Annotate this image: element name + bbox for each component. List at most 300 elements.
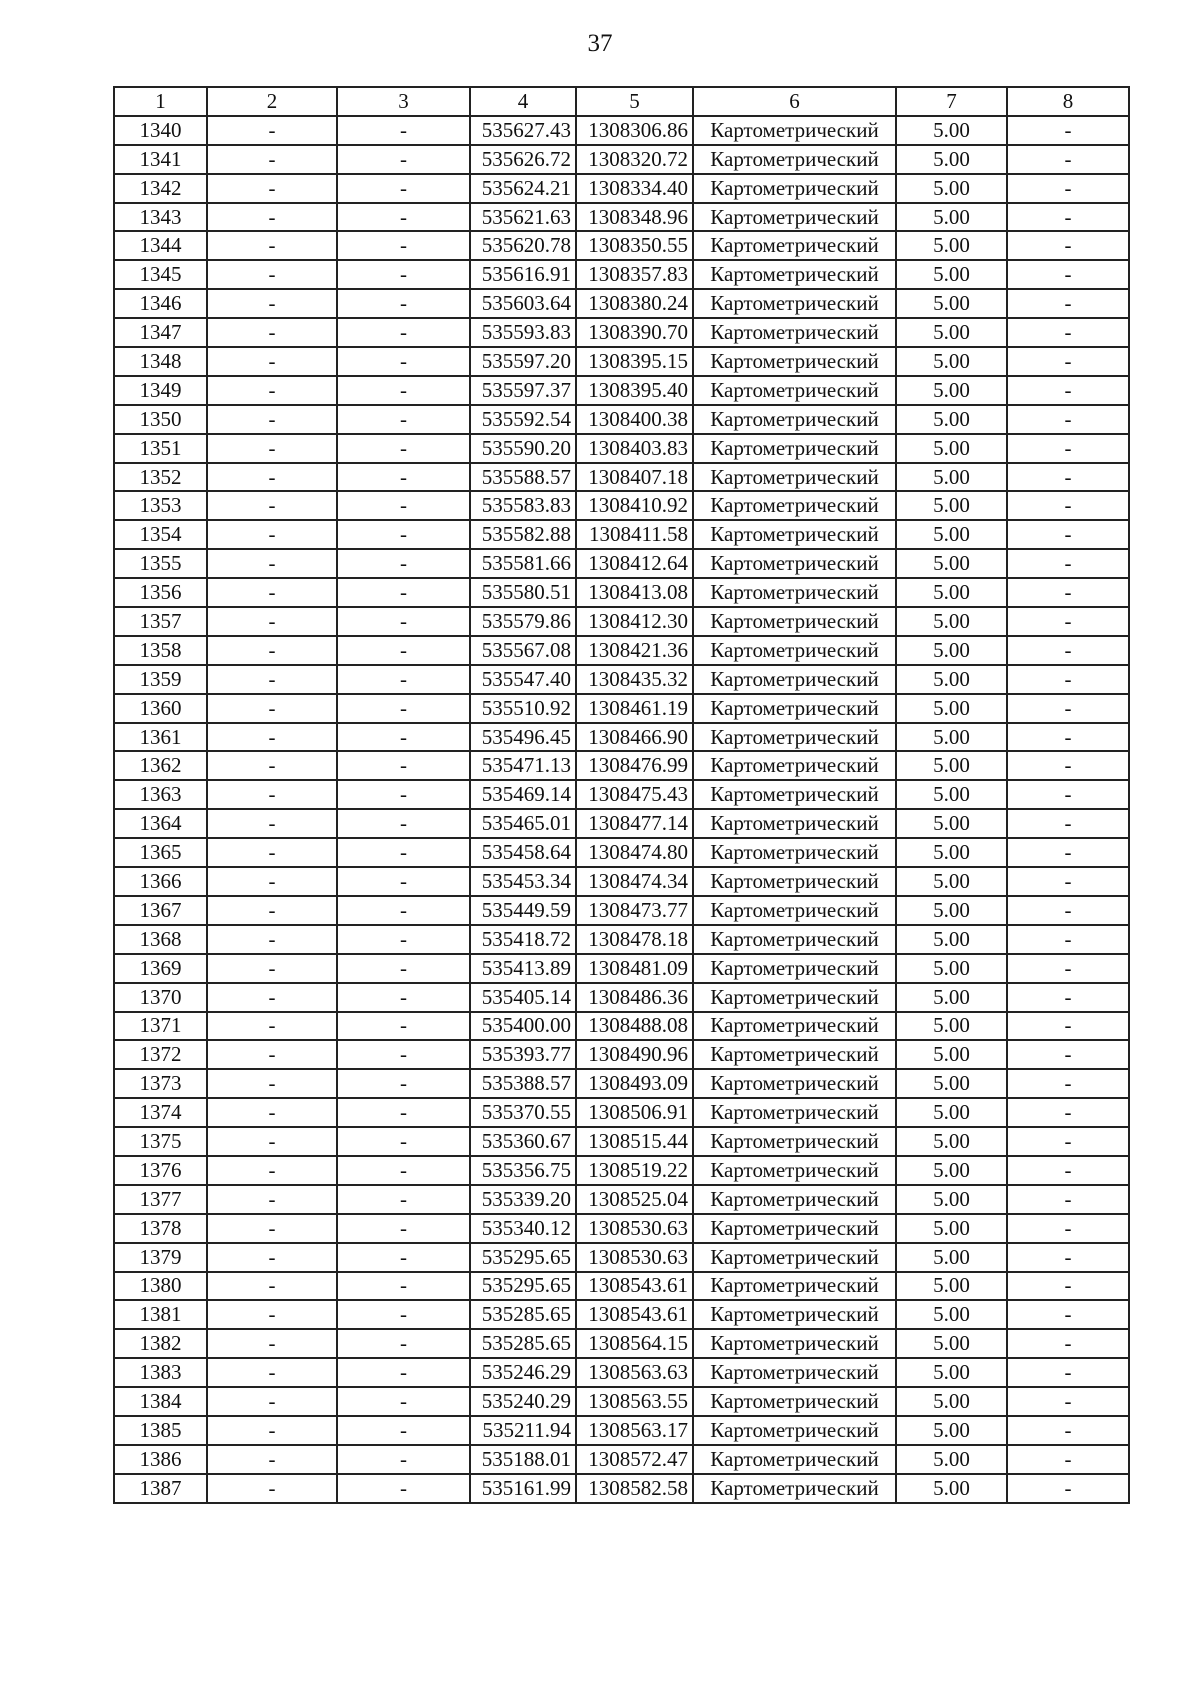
x-coordinate-cell: 535583.83 [470,491,576,520]
accuracy-cell: 5.00 [896,463,1007,492]
column-2-cell: - [207,231,337,260]
column-2-cell: - [207,1445,337,1474]
method-cell: Картометрический [693,1329,896,1358]
y-coordinate-cell: 1308572.47 [576,1445,693,1474]
y-coordinate-cell: 1308407.18 [576,463,693,492]
point-number-cell: 1346 [114,289,207,318]
column-8-cell: - [1007,405,1129,434]
table-row [114,954,1129,983]
column-8-cell: - [1007,1387,1129,1416]
column-2-cell: - [207,405,337,434]
table-row [114,1040,1129,1069]
table-row [114,289,1129,318]
accuracy-cell: 5.00 [896,520,1007,549]
table-row [114,1069,1129,1098]
x-coordinate-cell: 535567.08 [470,636,576,665]
accuracy-cell: 5.00 [896,867,1007,896]
column-3-cell: - [337,1358,470,1387]
y-coordinate-cell: 1308461.19 [576,694,693,723]
y-coordinate-cell: 1308474.34 [576,867,693,896]
point-number-cell: 1352 [114,463,207,492]
accuracy-cell: 5.00 [896,809,1007,838]
y-coordinate-cell: 1308478.18 [576,925,693,954]
accuracy-cell: 5.00 [896,405,1007,434]
x-coordinate-cell: 535285.65 [470,1329,576,1358]
column-8-cell: - [1007,867,1129,896]
table-row [114,260,1129,289]
table-row [114,1127,1129,1156]
x-coordinate-cell: 535547.40 [470,665,576,694]
accuracy-cell: 5.00 [896,1214,1007,1243]
table-row [114,607,1129,636]
page-number: 37 [587,30,613,57]
x-coordinate-cell: 535510.92 [470,694,576,723]
column-2-cell: - [207,1127,337,1156]
table-row [114,665,1129,694]
column-3-cell: - [337,520,470,549]
column-3-cell: - [337,1040,470,1069]
table-row [114,1012,1129,1041]
point-number-cell: 1351 [114,434,207,463]
x-coordinate-cell: 535339.20 [470,1185,576,1214]
y-coordinate-cell: 1308515.44 [576,1127,693,1156]
x-coordinate-cell: 535449.59 [470,896,576,925]
column-8-cell: - [1007,694,1129,723]
y-coordinate-cell: 1308357.83 [576,260,693,289]
column-8-cell: - [1007,289,1129,318]
column-8-cell: - [1007,1127,1129,1156]
accuracy-cell: 5.00 [896,665,1007,694]
coordinates-table [113,86,1130,1504]
accuracy-cell: 5.00 [896,318,1007,347]
x-coordinate-cell: 535592.54 [470,405,576,434]
column-3-cell: - [337,491,470,520]
point-number-cell: 1348 [114,347,207,376]
y-coordinate-cell: 1308412.64 [576,549,693,578]
x-coordinate-cell: 535400.00 [470,1012,576,1041]
column-8-cell: - [1007,1012,1129,1041]
column-3-cell: - [337,780,470,809]
y-coordinate-cell: 1308563.63 [576,1358,693,1387]
table-row [114,983,1129,1012]
column-header: 7 [896,87,1007,116]
method-cell: Картометрический [693,376,896,405]
y-coordinate-cell: 1308490.96 [576,1040,693,1069]
table-row [114,174,1129,203]
table-row [114,376,1129,405]
point-number-cell: 1350 [114,405,207,434]
point-number-cell: 1374 [114,1098,207,1127]
y-coordinate-cell: 1308400.38 [576,405,693,434]
column-8-cell: - [1007,203,1129,232]
x-coordinate-cell: 535405.14 [470,983,576,1012]
column-3-cell: - [337,694,470,723]
column-3-cell: - [337,867,470,896]
table-row [114,203,1129,232]
accuracy-cell: 5.00 [896,694,1007,723]
method-cell: Картометрический [693,954,896,983]
point-number-cell: 1387 [114,1474,207,1503]
column-3-cell: - [337,1185,470,1214]
point-number-cell: 1359 [114,665,207,694]
column-3-cell: - [337,116,470,145]
y-coordinate-cell: 1308488.08 [576,1012,693,1041]
method-cell: Картометрический [693,809,896,838]
column-2-cell: - [207,1185,337,1214]
column-8-cell: - [1007,1358,1129,1387]
column-8-cell: - [1007,318,1129,347]
x-coordinate-cell: 535582.88 [470,520,576,549]
accuracy-cell: 5.00 [896,896,1007,925]
accuracy-cell: 5.00 [896,1127,1007,1156]
accuracy-cell: 5.00 [896,1243,1007,1272]
table-row [114,751,1129,780]
point-number-cell: 1376 [114,1156,207,1185]
x-coordinate-cell: 535240.29 [470,1387,576,1416]
column-3-cell: - [337,347,470,376]
accuracy-cell: 5.00 [896,1300,1007,1329]
y-coordinate-cell: 1308435.32 [576,665,693,694]
table-row [114,520,1129,549]
table-row [114,434,1129,463]
column-3-cell: - [337,954,470,983]
x-coordinate-cell: 535388.57 [470,1069,576,1098]
column-2-cell: - [207,1012,337,1041]
y-coordinate-cell: 1308320.72 [576,145,693,174]
point-number-cell: 1349 [114,376,207,405]
column-8-cell: - [1007,174,1129,203]
column-3-cell: - [337,1012,470,1041]
table-body [114,116,1129,1503]
y-coordinate-cell: 1308390.70 [576,318,693,347]
accuracy-cell: 5.00 [896,260,1007,289]
column-8-cell: - [1007,636,1129,665]
column-3-cell: - [337,1098,470,1127]
column-8-cell: - [1007,549,1129,578]
accuracy-cell: 5.00 [896,1012,1007,1041]
column-2-cell: - [207,1358,337,1387]
table-row [114,231,1129,260]
column-8-cell: - [1007,491,1129,520]
column-3-cell: - [337,838,470,867]
x-coordinate-cell: 535496.45 [470,723,576,752]
column-3-cell: - [337,231,470,260]
column-8-cell: - [1007,1098,1129,1127]
table-row [114,1098,1129,1127]
y-coordinate-cell: 1308474.80 [576,838,693,867]
point-number-cell: 1361 [114,723,207,752]
accuracy-cell: 5.00 [896,1387,1007,1416]
column-3-cell: - [337,1474,470,1503]
column-2-cell: - [207,896,337,925]
method-cell: Картометрический [693,260,896,289]
x-coordinate-cell: 535580.51 [470,578,576,607]
point-number-cell: 1353 [114,491,207,520]
column-3-cell: - [337,318,470,347]
accuracy-cell: 5.00 [896,174,1007,203]
x-coordinate-cell: 535626.72 [470,145,576,174]
method-cell: Картометрический [693,1127,896,1156]
method-cell: Картометрический [693,463,896,492]
column-2-cell: - [207,983,337,1012]
column-8-cell: - [1007,1156,1129,1185]
column-2-cell: - [207,174,337,203]
point-number-cell: 1343 [114,203,207,232]
y-coordinate-cell: 1308481.09 [576,954,693,983]
x-coordinate-cell: 535469.14 [470,780,576,809]
accuracy-cell: 5.00 [896,925,1007,954]
column-8-cell: - [1007,607,1129,636]
column-2-cell: - [207,1387,337,1416]
y-coordinate-cell: 1308563.55 [576,1387,693,1416]
method-cell: Картометрический [693,636,896,665]
column-3-cell: - [337,1445,470,1474]
column-2-cell: - [207,376,337,405]
x-coordinate-cell: 535581.66 [470,549,576,578]
method-cell: Картометрический [693,203,896,232]
column-8-cell: - [1007,925,1129,954]
x-coordinate-cell: 535393.77 [470,1040,576,1069]
column-2-cell: - [207,1156,337,1185]
point-number-cell: 1375 [114,1127,207,1156]
y-coordinate-cell: 1308543.61 [576,1272,693,1301]
y-coordinate-cell: 1308530.63 [576,1214,693,1243]
column-2-cell: - [207,838,337,867]
point-number-cell: 1369 [114,954,207,983]
y-coordinate-cell: 1308493.09 [576,1069,693,1098]
method-cell: Картометрический [693,1387,896,1416]
column-3-cell: - [337,1127,470,1156]
column-2-cell: - [207,491,337,520]
column-8-cell: - [1007,896,1129,925]
method-cell: Картометрический [693,145,896,174]
x-coordinate-cell: 535211.94 [470,1416,576,1445]
point-number-cell: 1355 [114,549,207,578]
point-number-cell: 1371 [114,1012,207,1041]
column-8-cell: - [1007,1272,1129,1301]
method-cell: Картометрический [693,694,896,723]
column-header: 4 [470,87,576,116]
column-header: 5 [576,87,693,116]
point-number-cell: 1364 [114,809,207,838]
accuracy-cell: 5.00 [896,347,1007,376]
column-3-cell: - [337,665,470,694]
point-number-cell: 1379 [114,1243,207,1272]
column-2-cell: - [207,751,337,780]
column-3-cell: - [337,1156,470,1185]
table-row [114,1329,1129,1358]
column-8-cell: - [1007,347,1129,376]
accuracy-cell: 5.00 [896,289,1007,318]
column-header: 3 [337,87,470,116]
column-2-cell: - [207,289,337,318]
table-row [114,1214,1129,1243]
column-2-cell: - [207,578,337,607]
column-3-cell: - [337,925,470,954]
method-cell: Картометрический [693,780,896,809]
column-8-cell: - [1007,983,1129,1012]
point-number-cell: 1382 [114,1329,207,1358]
x-coordinate-cell: 535295.65 [470,1243,576,1272]
column-8-cell: - [1007,1243,1129,1272]
column-2-cell: - [207,1098,337,1127]
column-3-cell: - [337,1329,470,1358]
table-row [114,1474,1129,1503]
x-coordinate-cell: 535590.20 [470,434,576,463]
x-coordinate-cell: 535603.64 [470,289,576,318]
point-number-cell: 1384 [114,1387,207,1416]
column-8-cell: - [1007,780,1129,809]
x-coordinate-cell: 535624.21 [470,174,576,203]
table-row [114,925,1129,954]
y-coordinate-cell: 1308506.91 [576,1098,693,1127]
point-number-cell: 1344 [114,231,207,260]
y-coordinate-cell: 1308582.58 [576,1474,693,1503]
method-cell: Картометрический [693,751,896,780]
table-row [114,1272,1129,1301]
column-3-cell: - [337,607,470,636]
method-cell: Картометрический [693,1445,896,1474]
accuracy-cell: 5.00 [896,954,1007,983]
point-number-cell: 1372 [114,1040,207,1069]
column-2-cell: - [207,1474,337,1503]
column-8-cell: - [1007,1329,1129,1358]
table-row [114,145,1129,174]
x-coordinate-cell: 535588.57 [470,463,576,492]
accuracy-cell: 5.00 [896,1358,1007,1387]
point-number-cell: 1368 [114,925,207,954]
method-cell: Картометрический [693,867,896,896]
column-3-cell: - [337,405,470,434]
method-cell: Картометрический [693,318,896,347]
method-cell: Картометрический [693,1300,896,1329]
x-coordinate-cell: 535413.89 [470,954,576,983]
method-cell: Картометрический [693,174,896,203]
point-number-cell: 1341 [114,145,207,174]
column-2-cell: - [207,549,337,578]
column-2-cell: - [207,723,337,752]
column-8-cell: - [1007,231,1129,260]
y-coordinate-cell: 1308473.77 [576,896,693,925]
table-row [114,1185,1129,1214]
method-cell: Картометрический [693,1069,896,1098]
column-3-cell: - [337,203,470,232]
method-cell: Картометрический [693,434,896,463]
table-row [114,347,1129,376]
table-row [114,491,1129,520]
point-number-cell: 1367 [114,896,207,925]
column-8-cell: - [1007,1069,1129,1098]
x-coordinate-cell: 535597.20 [470,347,576,376]
method-cell: Картометрический [693,231,896,260]
x-coordinate-cell: 535616.91 [470,260,576,289]
column-3-cell: - [337,983,470,1012]
column-3-cell: - [337,434,470,463]
point-number-cell: 1342 [114,174,207,203]
x-coordinate-cell: 535295.65 [470,1272,576,1301]
column-2-cell: - [207,809,337,838]
method-cell: Картометрический [693,116,896,145]
column-2-cell: - [207,925,337,954]
y-coordinate-cell: 1308380.24 [576,289,693,318]
accuracy-cell: 5.00 [896,434,1007,463]
table-row [114,1243,1129,1272]
method-cell: Картометрический [693,491,896,520]
column-8-cell: - [1007,578,1129,607]
y-coordinate-cell: 1308403.83 [576,434,693,463]
column-3-cell: - [337,260,470,289]
x-coordinate-cell: 535620.78 [470,231,576,260]
column-8-cell: - [1007,1300,1129,1329]
y-coordinate-cell: 1308525.04 [576,1185,693,1214]
accuracy-cell: 5.00 [896,1272,1007,1301]
y-coordinate-cell: 1308412.30 [576,607,693,636]
column-2-cell: - [207,1243,337,1272]
method-cell: Картометрический [693,838,896,867]
method-cell: Картометрический [693,983,896,1012]
column-2-cell: - [207,1040,337,1069]
column-2-cell: - [207,1069,337,1098]
y-coordinate-cell: 1308350.55 [576,231,693,260]
method-cell: Картометрический [693,1243,896,1272]
table-row [114,1156,1129,1185]
method-cell: Картометрический [693,405,896,434]
column-2-cell: - [207,463,337,492]
column-2-cell: - [207,145,337,174]
x-coordinate-cell: 535579.86 [470,607,576,636]
y-coordinate-cell: 1308306.86 [576,116,693,145]
x-coordinate-cell: 535597.37 [470,376,576,405]
column-8-cell: - [1007,1416,1129,1445]
point-number-cell: 1385 [114,1416,207,1445]
point-number-cell: 1358 [114,636,207,665]
column-header: 1 [114,87,207,116]
accuracy-cell: 5.00 [896,376,1007,405]
table-row [114,636,1129,665]
column-3-cell: - [337,1069,470,1098]
column-8-cell: - [1007,665,1129,694]
column-8-cell: - [1007,1445,1129,1474]
accuracy-cell: 5.00 [896,491,1007,520]
accuracy-cell: 5.00 [896,1040,1007,1069]
point-number-cell: 1383 [114,1358,207,1387]
accuracy-cell: 5.00 [896,607,1007,636]
y-coordinate-cell: 1308348.96 [576,203,693,232]
column-8-cell: - [1007,463,1129,492]
column-8-cell: - [1007,260,1129,289]
column-8-cell: - [1007,751,1129,780]
y-coordinate-cell: 1308413.08 [576,578,693,607]
column-2-cell: - [207,665,337,694]
method-cell: Картометрический [693,1416,896,1445]
x-coordinate-cell: 535593.83 [470,318,576,347]
column-3-cell: - [337,549,470,578]
y-coordinate-cell: 1308395.15 [576,347,693,376]
accuracy-cell: 5.00 [896,1185,1007,1214]
table-row [114,809,1129,838]
point-number-cell: 1354 [114,520,207,549]
accuracy-cell: 5.00 [896,983,1007,1012]
accuracy-cell: 5.00 [896,1156,1007,1185]
method-cell: Картометрический [693,578,896,607]
y-coordinate-cell: 1308410.92 [576,491,693,520]
method-cell: Картометрический [693,1474,896,1503]
point-number-cell: 1362 [114,751,207,780]
column-8-cell: - [1007,520,1129,549]
point-number-cell: 1370 [114,983,207,1012]
column-3-cell: - [337,174,470,203]
method-cell: Картометрический [693,1156,896,1185]
